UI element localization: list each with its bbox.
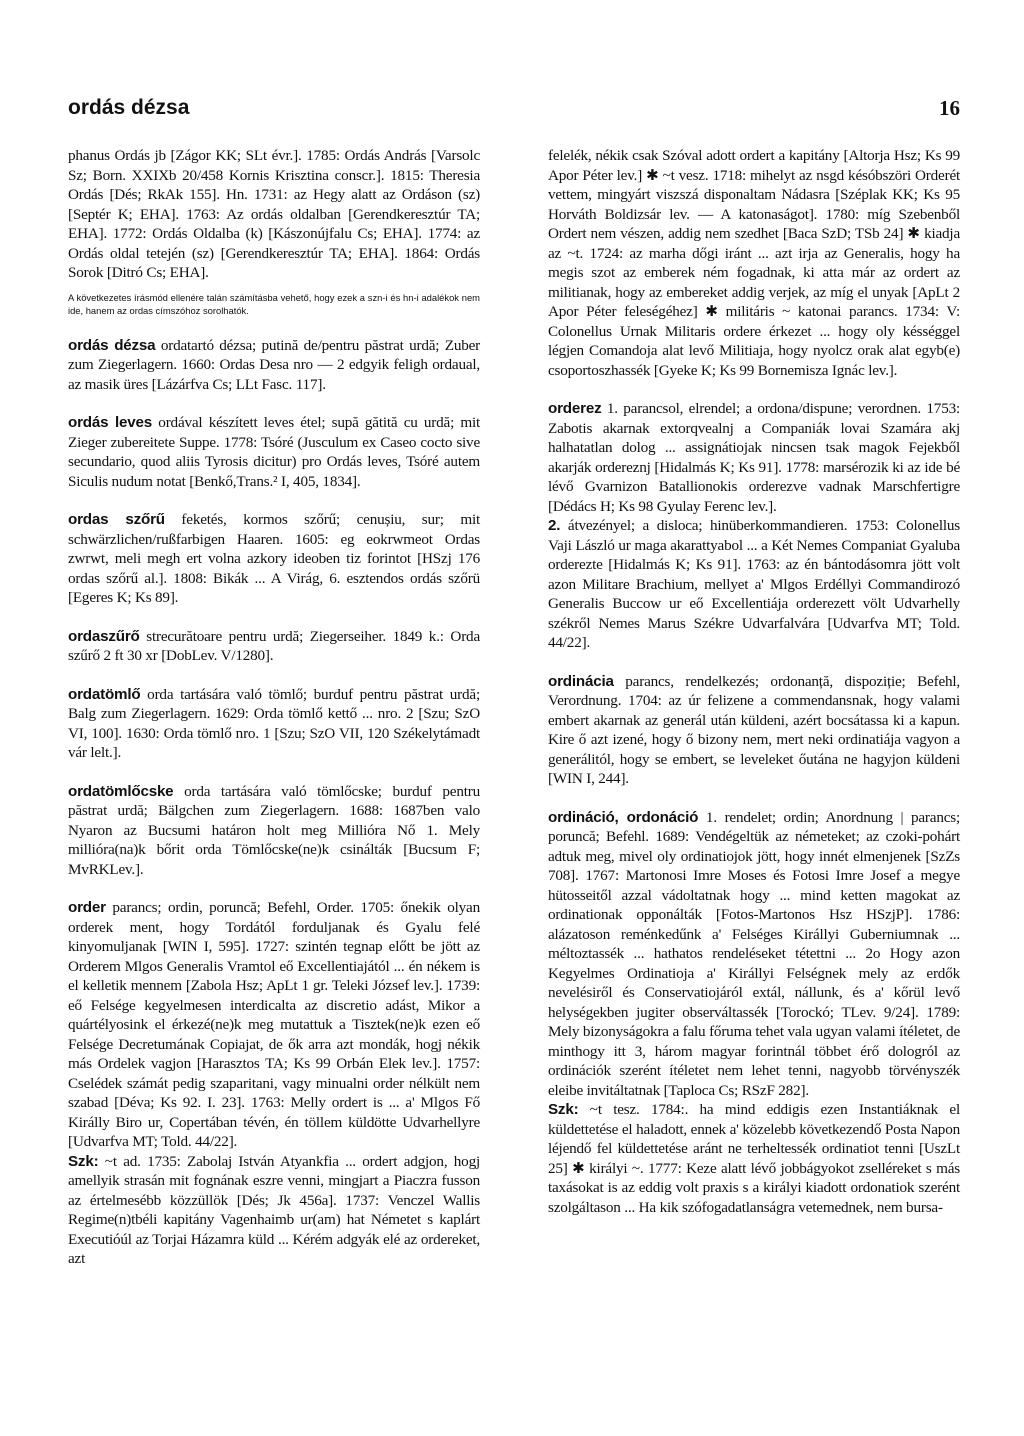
dictionary-entry [68,413,480,491]
entry-headword: 2. [548,517,561,534]
dictionary-entry [68,627,480,666]
dictionary-entry [548,399,960,516]
entry-headword: Szk: [548,1101,579,1118]
entry-text: parancs; ordin, poruncă; Befehl, Order. 1705: őnekik olyan orderek ment, hogy Tordától forduljanak és Gyalu felé kinyomuljanak [WIN I, 595]. 1727: szintén tegnap előtt be jött az Orderem Mlgos Generalis Vramtol eő Excellentiajától ... én nékem is el kelletik mennem [Zabola Hsz; ApLt 1 gr. Teleki József lev.]. 1739: eő Felsége kegyelmesen interdicalta az discretio adást, Mikor a quártélyosink el érkezé(ne)k meg mutattuk a Tisztek(ne)k ezen eő Felsége Decretumának Copiajat, de ők arra azt mondák, hogj nékik más Ordelek vagjon [Harasztos TA; Ks 99 Orbán Elek lev.]. 1757: Cselédek számát pedig szaparitani, vagy minualni order nélkült nem szabad [Déva; Ks 92. I. 23]. 1763: Melly ordert is ... a' Mlgos Fő Királly Biro ur, Copertában tévén, én töllem küldötte Udvarhellyre [Udvarfva MT; Told. 44/22]. [68,899,480,1150]
dictionary-entry [548,1100,960,1217]
entry-text: 1. parancsol, elrendel; a ordona/dispune; verordnen. 1753: Zabotis akarnak extorqvealnj a Companiák lovai Szamára akj halhatatlan dolog ... assignátiojak nincsen tsak magok Fejekből akarják ordereznj [Hidalmás K; Ks 91]. 1778: marsérozik ki az ide bé lévő Gvarnizon Batallionokis orderezve vadnak Marschfertigre [Dédács H; Ks 98 Gyulay Ferenc lev.]. [548,400,960,515]
entry-headword: order [68,899,106,916]
entry-headword: ordináció, ordonáció [548,808,699,826]
entry-headword: Szk: [68,1152,99,1170]
dictionary-entry [548,808,960,1101]
dictionary-entry [68,510,480,608]
right-column [548,146,960,1217]
entry-text: orda tartására való tömlőcske; burduf pentru păstrat urdă; Bälgchen zum Ziegerlagern. 1688: 1687ben valo Nyaron az Bucsumi határon holt meg Millióra Nő 1. Mely millióra(na)k bőrit orda Tömlőcske(ne)k csinálták [Bucsum F; MvRKLev.]. [68,782,480,878]
entry-headword: ordaszűrő [68,627,140,645]
editor-note [68,291,480,317]
entry-text: orda tartására való tömlő; burduf pentru păstrat urdă; Balg zum Ziegerlagern. 1629: Orda tömlő kettő ... nro. 2 [Szu; SzO VI, 100]. 1630: Orda tömlő nro. 1 [Szu; SzO VII, 120 Székelytámadt vár lelt.]. [68,685,480,761]
page-header [68,96,960,126]
page-number: 16 [939,96,960,120]
entry-headword: ordas szőrű [68,511,165,528]
entry-text: felelék, nékik csak Szóval adott ordert a kapitány [Altorja Hsz; Ks 99 Apor Péter lev.] ✱ ~t vesz. 1718: mihelyt az nsgd késóbszöri Orderét vettem, mingyárt viszszá disponaltam Nádasra [Széplak KK; Ks 95 Horváth Boldizsár lev. — A katonaságot]. 1780: míg Szebenből Ordert nem vészen, addig nem szedhet [Baca SzD; TSb 24] ✱ kiadja az ~t. 1724: az marha dőgi iránt ... azt irja az Generalis, hogy ha megis szot az emberek ném fogadnak, ki atta már az ordert az militianak, hogy az embereket addig verjek, az míg el unyak [ApLt 2 Apor Péter feleségéhez] ✱ militáris ~ katonai parancs. 1734: V: Colonellus Urnak Militaris ordere érkezet ... hogy oly késséggel légjen Comandoja alat levő Militiaja, hogy nyolcz orak alat egyb(e) csoportoszhassék [Gyeke K; Ks 99 Bornemisza Ignác lev.]. [548,147,960,379]
left-column [68,146,480,1269]
dictionary-entry [548,516,960,653]
dictionary-entry [68,146,480,283]
entry-text: phanus Ordás jb [Zágor KK; SLt évr.]. 1785: Ordás András [Varsolc Sz; Born. XXIXb 20/458 Kornis Krisztina conscr.]. 1815: Theresia Ordás [Dés; RkAk 155]. Hn. 1731: az Hegy alatt az Ordáson (sz) [Septér K; EHA]. 1763: Az ordás oldalban [Gerendkeresztúr TA; EHA]. 1772: Ordás Oldalba (k) [Kászonújfalu Cs; EHA]. 1774: az Ordás oldal tetején (sz) [Gerendkeresztúr TA; EHA]. 1864: Ordás Sorok [Ditró Cs; EHA]. [68,147,480,281]
running-head: ordás dézsa [68,96,190,119]
entry-headword: ordás leves [68,414,153,431]
entry-text: feketés, kormos szőrű; cenușiu, sur; mit schwärzlichen/rußfarbigen Haaren. 1605: eg eokrwmeot Ordas zwrwt, meli megh ert volna azkory ideoben tiz forintot [HSzj 176 ordas szőrű al.]. 1808: Bikák ... A Virág, 6. esztendos ordás szőrü [Egeres K; Ks 89]. [68,511,480,606]
entry-headword: ordás dézsa [68,336,156,354]
entry-text: ~t ad. 1735: Zabolaj István Atyankfia ... ordert adgjon, hogj amellyik strasán mit fognának eszre venni, mingjart a Piaczra fusson az értelmesébb közzüllök [Dés; Jk 456a]. 1737: Venczel Wallis Regime(n)tbéli kapitány Vagenhaimb ur(am) hat Németet s kaplárt Executióúl az Torjai Házamra küld ... Kérém adgyák elé az ordereket, azt [68,1152,480,1267]
entry-text: 1. rendelet; ordin; Anordnung | parancs; poruncă; Befehl. 1689: Vendégeltük az németeket; az czoki-pohárt adtuk meg, mivel oly ordinatiojok jött, hogy innét elmenjenek [SzZs 708]. 1767: Martonosi Imre Moses és Fotosi Imre Josef a megye hütosseitől azzal vádoltatnak hogy ... mind ketten magokat az ordinationak opponálták [Fotos-Martonos Hsz HSzjP]. 1786: alázatoson reménkedűnk a' Felséges Királlyi Guberniumnak ... méltoztassék ... hathatos rendeléseket tétettni ... 2o Hogy azon Kegyelmes Ordinatioja a' Királlyi Felségnek mely az erdők nevelésiről és Conservatiojáról extál, nállunk, és a' kőrül levő helységekben jugiter observáltassék [Torockó; TLev. 9/24]. 1789: Mely bizonyságokra a falu főruma tehet vala ugyan valami ítéletet, de minthogy itt 3, három magyar forintnál többet érő dologról az ordinációk szerént ítéletet nem lehet tenni, nagyobb törvényszék eleibe invitáltatnak [Taploca Cs; RSzF 282]. [548,808,960,1099]
entry-text: ordával készített leves étel; supă gătită cu urdă; mit Zieger zubereitete Suppe. 1778: Tsóré (Jusculum ex Caseo cocto sive secundario, quod aliis Tyrosis dicitur) pro Ordás leves, Tsóré autem Siculis nudum notat [Benkő,Trans.² I, 405, 1834]. [68,414,480,490]
entry-text: ~t tesz. 1784:. ha mind eddigis ezen Instantiáknak el küldettetése el haladott, ennek a' közelebb következendő Posta Napon léjendő fel küldettetése aránt ne terheltessék ordinatiot tenni [UszLt 25] ✱ királyi ~. 1777: Keze alatt lévő jobbágyokot zselléreket s más taxásokat is az eddig volt praxis s a királyi kiadott ordonatiok szerént szolgáltason ... Ha kik szófogadatlanságra vetemednek, nem bursa- [548,1101,960,1216]
entry-text: parancs, rendelkezés; ordonanță, dispoziție; Befehl, Verordnung. 1704: az úr felizene a commendansnak, hogy valami embert akarnak az generál után küldeni, azért bocsátassa ki a kapun. Kire ő azt izené, hogy ő bizony nem, mert neki ordinatiája vagyon a generálitól, hogy se embert, se leveleket őutána ne hagyjon küldeni [WIN I, 244]. [548,672,960,787]
entry-headword: ordinácia [548,672,614,690]
entry-text: átvezényel; a disloca; hinüberkommandieren. 1753: Colonellus Vaji László ur maga akarattyabol ... a Két Nemes Companiat Gyaluba orderezte [Hidalmás K; Ks 91]. 1763: az én bántodásomra jött volt azon Militare Brachium, mellyet a' Mlgos Erdéllyi Commandirozó Generalis Buccow ur eő Excellentiája orderezett völt Udvarhelly székről Nemes Marus Székre Udvarfalvára [Udvarfva MT; Told. 44/22]. [548,517,960,651]
dictionary-entry [68,1152,480,1269]
dictionary-entry [548,146,960,380]
dictionary-entry [68,336,480,395]
entry-text: A következetes írásmód ellenére talán számításba vehető, hogy ezek a szn-i és hn-i adalékok nem ide, hanem az ordas címszóhoz sorolhatók. [68,291,480,316]
entry-headword: ordatömlőcske [68,782,174,800]
dictionary-entry [68,685,480,763]
entry-text: ordatartó dézsa; putină de/pentru păstrat urdă; Zuber zum Ziegerlagern. 1660: Ordas Desa nro — 2 edgyik feligh ordaual, az masik üres [Lázárfva Cs; LLt Fasc. 117]. [68,336,480,393]
entry-headword: ordatömlő [68,685,141,703]
entry-text: strecurătoare pentru urdă; Ziegerseiher. 1849 k.: Orda szűrő 2 ft 30 xr [DobLev. V/1280]. [68,627,480,664]
dictionary-entry [68,898,480,1152]
dictionary-entry [68,782,480,880]
dictionary-entry [548,672,960,789]
entry-headword: orderez [548,400,602,417]
